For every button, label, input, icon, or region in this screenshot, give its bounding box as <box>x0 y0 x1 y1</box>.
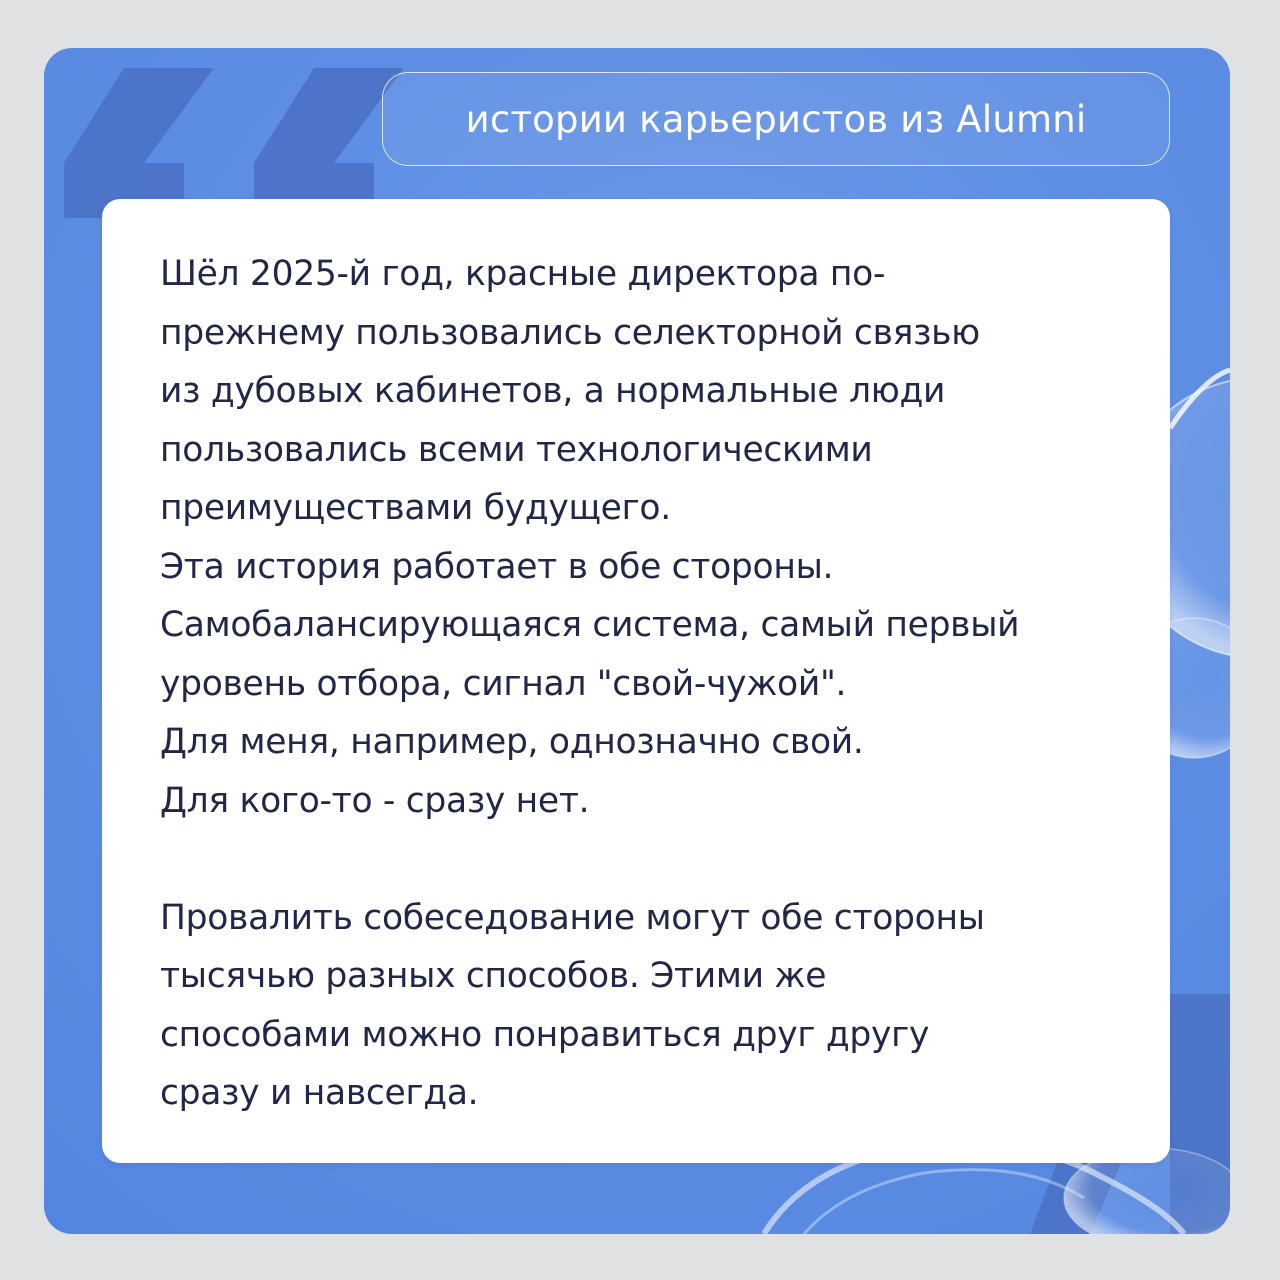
story-line: Провалить собеседование могут обе стороны <box>160 897 985 938</box>
story-line: пользовались всеми технологическими <box>160 429 873 470</box>
story-line: прежнему пользовались селекторной связью <box>160 312 980 353</box>
category-tag-label: истории карьеристов из Alumni <box>465 97 1087 141</box>
story-line: Эта история работает в обе стороны. <box>160 546 834 587</box>
story-text-panel <box>102 199 1170 1163</box>
story-line: Для меня, например, однозначно свой. <box>160 722 864 762</box>
story-line: сразу и навсегда. <box>160 1073 479 1113</box>
story-line: Для кого-то - сразу нет. <box>160 780 590 821</box>
paragraph-gap <box>160 830 1150 889</box>
story-text <box>160 245 1150 1123</box>
category-tag <box>382 72 1170 166</box>
story-card <box>44 48 1230 1234</box>
story-line: Шёл 2025-й год, красные директора по- <box>160 254 886 294</box>
story-line: тысячью разных способов. Этими же <box>160 956 827 996</box>
story-line: преимуществами будущего. <box>160 488 671 528</box>
story-line: из дубовых кабинетов, а нормальные люди <box>160 371 946 411</box>
story-line: уровень отбора, сигнал "свой-чужой". <box>160 663 847 704</box>
story-line: Самобалансирующаяся система, самый первый <box>160 605 1020 645</box>
story-line: способами можно понравиться друг другу <box>160 1014 930 1055</box>
